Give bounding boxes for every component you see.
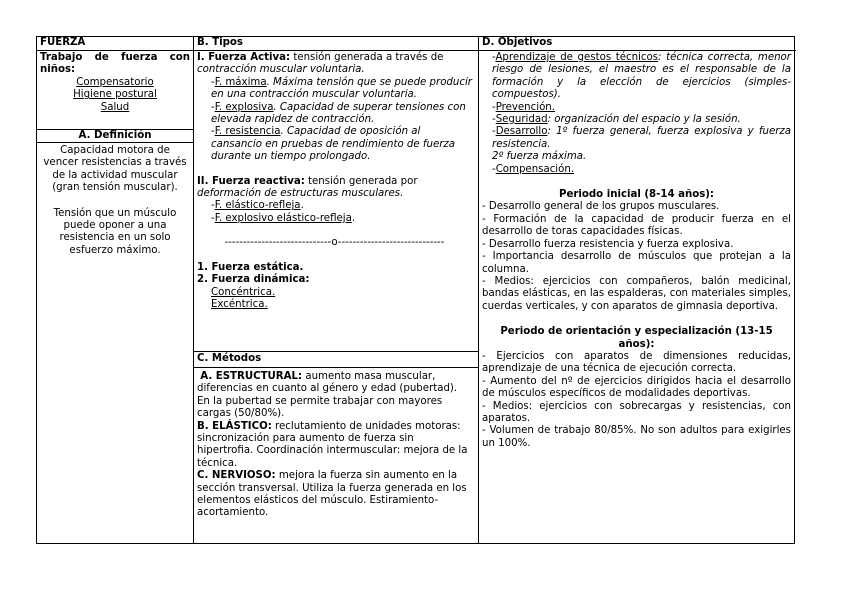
intro-item: Salud [100, 101, 130, 113]
intro-section [37, 51, 193, 115]
definition-paragraph: Capacidad motora de vencer resistencias a través de la actividad muscular (gran tensión muscular). [43, 145, 187, 194]
periodo-inicial-item: - Desarrollo fuerza resistencia y fuerza explosiva. [482, 238, 734, 250]
metodos-body [194, 370, 478, 521]
fuerza-reactiva-title: II. Fuerza reactiva: [197, 175, 305, 187]
estructural-text: aumento masa muscular, diferencias en cuanto al género y edad (pubertad). En la pubertad se permite trabajar con mayores cargas (50/80%). [197, 371, 458, 420]
intro-title: Trabajo de fuerza con niños: [40, 52, 190, 76]
obj-prevencion-label: Prevención. [495, 101, 555, 113]
metodos-divider-bottom [193, 367, 478, 368]
elastico-text: reclutamiento de unidades motoras: sincronización para aumento de fuerza sin hipertrofia. Coordinación intermuscular: mejora de la técnica. [197, 420, 468, 469]
estructural-title: A. ESTRUCTURAL: [200, 371, 303, 382]
periodo-orientacion-item: - Medios: ejercicios con sobrecargas y resistencias, con aparatos. [482, 400, 791, 424]
fel-label: F. elástico-refleja [214, 200, 301, 212]
elastico-title: B. ELÁSTICO: [197, 420, 272, 432]
definition-header: A. Definición [78, 130, 152, 141]
excentrica: Excéntrica. [211, 298, 268, 310]
fmax-text: . Máxima tensión que se puede producir en una contracción muscular voluntaria. [211, 76, 472, 101]
fuerza-header: FUERZA [40, 37, 86, 48]
periodo-inicial-item: - Importancia desarrollo de músculos que protejan a la columna. [482, 251, 791, 275]
periodo-inicial-title: Periodo inicial (8-14 años): [558, 189, 715, 201]
fexp-text: . Capacidad de superar tensiones con elevada rapidez de contracción. [211, 101, 466, 126]
obj-seguridad-text: : organización del espacio y la sesión. [547, 114, 741, 126]
obj-aprendizaje-text: : técnica correcta, menor riesgo de lesiones, el maestro es el responsable de la formación y la elección de ejercicios (simples-compuestos). [492, 52, 791, 101]
periodo-inicial-item: - Medios: ejercicios con compañeros, balón medicinal, bandas elásticas, en las espalderas, con materiales simples, cuerdas verticales, y con aparatos de gimnasia deportiva. [482, 275, 791, 312]
obj-desarrollo-label: Desarrollo [495, 126, 548, 138]
fuerza-estatica: 1. Fuerza estática. [197, 261, 304, 273]
objetivos-header: D. Objetivos [482, 37, 553, 48]
metodos-header: C. Métodos [197, 353, 262, 364]
objetivos-body: -Aprendizaje de gestos técnicos: técnica correcta, menor riesgo de lesiones, el maestro es el responsable de la formación y la elección de ejercicios (simples-compuestos). -Prevención. -Seguridad: organización del espacio y la sesión. -Desarrollo: 1º fuerza general, fuerza explosiva y fuerza resistencia. 2º fuerza máxima. -Compensación. Periodo inicial (8-14 años): - Desarrollo general de los grupos musculares. - Formación de la capacidad de producir fuerza en el desarrollo de toras capacidades físicas. - Desarrollo fuerza resistencia y fuerza explosiva. - Importancia desarrollo de músculos que protejan a la columna. - Medios: ejercicios con compañeros, balón medicinal, bandas elásticas, en las espalderas, con materiales simples, cuerdas verticales, y con aparatos de gimnasia deportiva. Periodo de orientación y especialización (13-15 años): - Ejercicios con aparatos de dimensiones reducidas, aprendizaje de una técnica de ejecución correcta. - Aumento del nº de ejercicios dirigidos hacia el desarrollo de músculos específicos de modalidades deportivas. - Medios: ejercicios con sobrecargas y resistencias, con aparatos. - Volumen de trabajo 80/85%. No son adultos para exigirles un 100%. [482, 52, 791, 449]
periodo-orientacion-item: - Ejercicios con aparatos de dimensiones reducidas, aprendizaje de una técnica de ejecución correcta. [482, 350, 791, 375]
fuerza-reactiva-italic: deformación de estructuras musculares. [197, 188, 404, 200]
fuerza-activa-italic: contracción muscular voluntaria. [197, 64, 365, 76]
obj-seguridad-label: Seguridad [495, 114, 548, 126]
fuerza-table [36, 36, 795, 544]
concentrica: Concéntrica. [211, 286, 276, 298]
definition-paragraph: Tensión que un músculo puede oponer a una resistencia en un solo esfuerzo máximo. [53, 207, 177, 256]
definition-body [37, 145, 193, 257]
periodo-inicial-item: - Desarrollo general de los grupos musculares. [482, 201, 720, 213]
tipos-body: I. Fuerza Activa: tensión generada a través de contracción muscular voluntaria. -F. máxima. Máxima tensión que se puede producir en una contracción muscular voluntaria. -F. explosiva. Capacidad de superar tensiones con elevada rapidez de contracción. -F. resistencia. Capacidad de oposición al cansancio en pruebas de rendimiento de fuerza durante un tiempo prolongado. II. Fuerza reactiva: tensión generada por deformación de estructuras musculares. -F. elástico-refleja. -F. explosivo elástico-refleja. -----------------------------o----------------------------- 1. Fuerza estática. 2. Fuerza dinámica: Concéntrica. Excéntrica. [197, 52, 472, 310]
periodo-inicial-item: - Formación de la capacidad de producir fuerza en el desarrollo de toras capacidades físicas. [482, 213, 791, 238]
obj-compensacion-label: Compensación. [495, 163, 575, 175]
obj-aprendizaje-label: Aprendizaje de gestos técnicos [495, 52, 659, 63]
obj-desarrollo-text: : 1º fuerza general, fuerza explosiva y fuerza resistencia. [492, 126, 791, 150]
intro-item: Higiene postural [73, 89, 157, 101]
fuerza-activa-title: I. Fuerza Activa: [197, 52, 291, 63]
nervioso-title: C. NERVIOSO: [197, 470, 276, 482]
fres-text: . Capacidad de oposición al cansancio en pruebas de rendimiento de fuerza durante un tiempo prolongado. [211, 126, 455, 163]
periodo-orientacion-item: - Aumento del nº de ejercicios dirigidos hacia el desarrollo de músculos específicos de modalidades deportivas. [482, 375, 791, 400]
fres-label: F. resistencia [214, 126, 281, 138]
fuerza-dinamica: 2. Fuerza dinámica: [197, 274, 310, 286]
fexpel-label: F. explosivo elástico-refleja [214, 212, 352, 224]
fmax-label: F. máxima [214, 76, 267, 88]
fexp-label: F. explosiva [214, 101, 274, 113]
fuerza-reactiva-text: tensión generada por [304, 175, 418, 187]
obj-desarrollo-second: 2º fuerza máxima. [492, 151, 587, 163]
nervioso-text: mejora la fuerza sin aumento en la sección transversal. Utiliza la fuerza generada en los elementos elásticos del músculo. Estiramiento-acortamiento. [197, 470, 467, 519]
intro-item: Compensatorio [76, 76, 154, 88]
fuerza-activa-text: tensión generada a través de [290, 52, 444, 63]
periodo-orientacion-title: Periodo de orientación y especialización (13-15 años): [500, 326, 773, 350]
tipos-header: B. Tipos [197, 37, 243, 48]
separator-line: -----------------------------o----------------------------- [224, 237, 445, 249]
periodo-orientacion-item: - Volumen de trabajo 80/85%. No son adultos para exigirles un 100%. [482, 425, 791, 449]
